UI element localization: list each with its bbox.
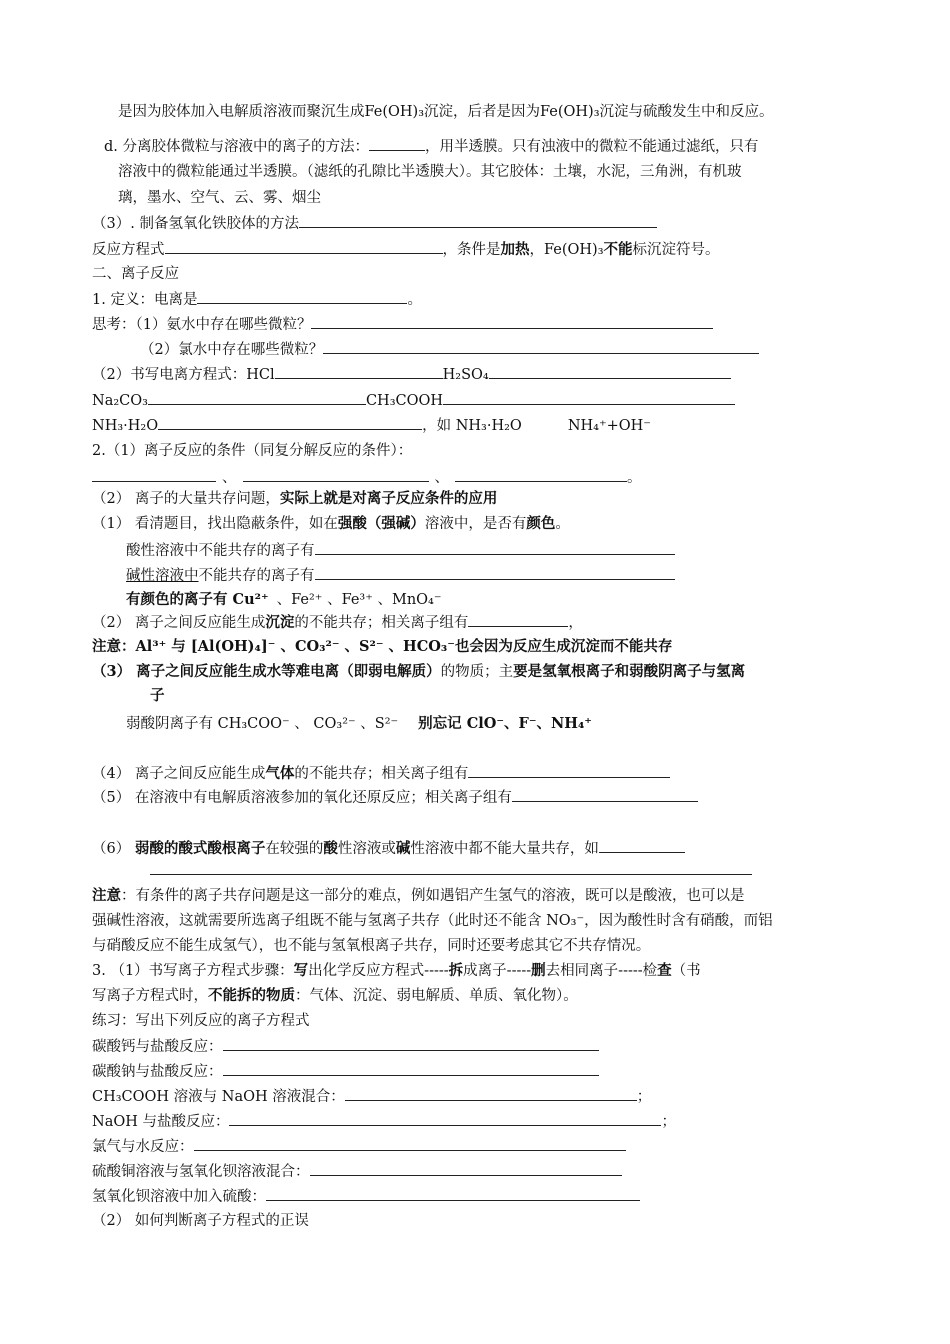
exercise-label: 氯气与水反应： (92, 1139, 194, 1155)
conditions-title: 2.（1）离子反应的条件（同复分解反应的条件）： (92, 443, 413, 459)
exercise-label: 氢氧化钡溶液中加入硫酸： (92, 1189, 266, 1205)
exercise-label: 碳酸钠与盐酸反应： (92, 1064, 223, 1080)
answer-blank[interactable] (148, 390, 366, 405)
paragraph-d-line2: 溶液中的微粒能通过半透膜。（滤纸的孔隙比半透膜大）。其它胶体：土壤，水泥，三角洲，有机玻 (118, 164, 742, 180)
p5-label: （5） 在溶液中有电解质溶液参加的氧化还原反应；相关离子组有 (92, 790, 512, 806)
p6-c: 在较强的 (265, 841, 324, 857)
color-ions-bold: 有颜色的离子有 Cu²⁺ (126, 591, 269, 608)
s3-f: 删 (531, 962, 546, 979)
answer-blank[interactable] (489, 364, 731, 379)
s3-l2-c: ：气体、沉淀、弱电解质、单质、氧化物）。 (295, 988, 578, 1004)
q3-line (92, 213, 657, 234)
p2-end: ， (568, 615, 583, 631)
answer-blank[interactable] (197, 289, 407, 304)
exercise-4 (92, 1111, 676, 1132)
think-line-1 (92, 314, 713, 335)
acid-line (126, 540, 675, 561)
ionize-label: （2）书写电离方程式：HCl (92, 367, 275, 383)
end-period: 。 (627, 470, 642, 486)
exercise-label: 碳酸钙与盐酸反应： (92, 1039, 223, 1055)
eq-cond-b: ，Fe(OH)₃ (529, 242, 604, 258)
coexist-title (92, 489, 497, 509)
s3-l2-a: 写离子方程式时， (92, 988, 208, 1004)
exercise-7 (92, 1186, 640, 1207)
p1-a: （1） 看清题目，找出隐蔽条件，如在 (92, 516, 338, 532)
answer-blank[interactable] (150, 860, 752, 875)
s3-e: 成离子----- (463, 963, 532, 979)
example-label: ，如 NH₃·H₂O (422, 418, 522, 434)
text-fe-reason: 是因为胶体加入电解质溶液而聚沉生成Fe(OH)₃沉淀，后者是因为Fe(OH)₃沉淀与硫酸发生中和反应。 (118, 104, 774, 120)
eq-cond-heat: 加热 (500, 241, 530, 258)
nh3h2o-label: NH₃·H₂O (92, 418, 159, 434)
think2-label: （2）氯水中存在哪些微粒？ (140, 342, 324, 358)
answer-blank[interactable] (229, 1111, 661, 1126)
answer-blank[interactable] (315, 565, 675, 580)
ionize-line-1 (92, 364, 731, 385)
p3-d: 要是氢氧根离子和弱酸阴离子与氢离 (513, 663, 746, 680)
p4-a: （4） 离子之间反应能生成 (92, 766, 266, 782)
note-conditional-l2: 强碱性溶液，这就需要所选离子组既不能与氢离子共存（此时还不能含 NO₃⁻，因为酸性时含有硝酸，而铝 (92, 913, 773, 929)
s3-i: （书 (671, 963, 701, 979)
definition-label: 1. 定义：电离是 (92, 292, 198, 308)
answer-blank[interactable] (92, 467, 216, 482)
paragraph-d-line1 (104, 136, 759, 157)
answer-blank[interactable] (323, 339, 759, 354)
exercise-2 (92, 1061, 599, 1082)
answer-blank[interactable] (443, 390, 735, 405)
p3-c: 的物质；主 (440, 664, 514, 680)
answer-blank[interactable] (599, 838, 685, 853)
equation-line (92, 239, 720, 260)
eq-cond-c: 标沉淀符号。 (632, 242, 720, 258)
exercise-5 (92, 1136, 626, 1157)
think1-label: 思考：（1）氨水中存在哪些微粒？ (92, 317, 312, 333)
exercise-3 (92, 1086, 651, 1107)
coexist-title-b: 实际上就是对离子反应条件的应用 (279, 490, 498, 507)
s3-d: 拆 (448, 962, 464, 979)
point-3 (92, 662, 745, 682)
answer-blank[interactable] (299, 213, 657, 228)
answer-blank[interactable] (369, 136, 425, 151)
s3-b: 写 (293, 962, 309, 979)
base-label-rest: 不能共存的离子有 (198, 568, 315, 584)
s3-l2-b: 不能拆的物质 (208, 987, 295, 1004)
judge-title: （2） 如何判断离子方程式的正误 (92, 1213, 309, 1229)
exercise-label: CH₃COOH 溶液与 NaOH 溶液混合： (92, 1089, 345, 1105)
weak-acid-anions (126, 714, 592, 734)
base-label-underlined: 碱性溶液中 (126, 568, 199, 584)
p6-d: 酸 (323, 840, 338, 857)
eq-cond-a: ，条件是 (442, 242, 501, 258)
acid-label: 酸性溶液中不能共存的离子有 (126, 543, 315, 559)
definition-line (92, 289, 422, 310)
h2so4-label: H₂SO₄ (442, 367, 489, 383)
answer-blank[interactable] (468, 763, 670, 778)
d-line1-a: d. 分离胶体微粒与溶液中的离子的方法： (104, 139, 369, 155)
weak-acid-list: 弱酸阴离子有 CH₃COO⁻ 、 CO₃²⁻ 、S²⁻ (126, 716, 399, 732)
eq-cond-not: 不能 (603, 241, 633, 258)
ch3cooh-label: CH₃COOH (365, 393, 444, 409)
paragraph-d-line3: 璃，墨水、空气、云、雾、烟尘 (118, 190, 321, 206)
point-5 (92, 787, 698, 808)
answer-blank[interactable] (310, 1161, 622, 1176)
p4-b: 气体 (265, 765, 295, 782)
coexist-title-a: （2） 离子的大量共存问题， (92, 491, 280, 507)
s3-g: 去相同离子-----检 (545, 963, 658, 979)
p1-e: 。 (555, 516, 570, 532)
eq-label: 反应方程式 (92, 242, 165, 258)
point-6 (92, 838, 685, 859)
steps-line-2 (92, 986, 578, 1006)
semicolon: ； (661, 1114, 676, 1130)
answer-blank[interactable] (266, 1186, 640, 1201)
p6-f: 碱 (395, 840, 411, 857)
separator: 、 (222, 470, 237, 486)
base-line (126, 565, 675, 586)
exercise-label: NaOH 与盐酸反应： (92, 1114, 230, 1130)
na2co3-label: Na₂CO₃ (92, 393, 148, 409)
think-line-2 (140, 339, 759, 360)
steps-line-1 (92, 961, 701, 981)
semicolon: ； (636, 1089, 652, 1105)
p6-b: 弱酸的酸式酸根离子 (134, 840, 266, 857)
note2-l1: ：有条件的离子共存问题是这一部分的难点，例如遇铝产生氢气的溶液，既可以是酸液，也可以是 (121, 888, 745, 904)
p4-c: 的不能共存；相关离子组有 (294, 766, 469, 782)
dont-forget: 别忘记 ClO⁻、F⁻、NH₄⁺ (418, 715, 592, 732)
answer-blank[interactable] (223, 1036, 599, 1051)
exercise-1 (92, 1036, 599, 1057)
point-1 (92, 514, 570, 534)
note2-bold: 注意 (92, 887, 121, 904)
exercise-6 (92, 1161, 622, 1182)
p6-e: 性溶液或 (337, 841, 396, 857)
answer-blank[interactable] (345, 1086, 637, 1101)
note-precipitate: 注意：Al³⁺ 与 [Al(OH)₄]⁻ 、CO₃²⁻ 、S²⁻ 、HCO₃⁻也会因为反应生成沉淀而不能共存 (92, 638, 673, 655)
p3-b: 水等难电离（即弱电解质） (266, 663, 441, 680)
q3-label: （3）. 制备氢氧化铁胶体的方法 (92, 216, 299, 232)
answer-blank[interactable] (223, 1061, 599, 1076)
section-heading-ion-reaction: 二、离子反应 (92, 266, 179, 282)
note-conditional-l1 (92, 886, 745, 906)
s3-h: 查 (657, 962, 672, 979)
answer-blank[interactable] (158, 415, 422, 430)
p2-b: 沉淀 (265, 614, 295, 631)
answer-blank[interactable] (455, 467, 627, 482)
answer-blank[interactable] (315, 540, 675, 555)
color-ions-rest: 、Fe²⁺ 、Fe³⁺ 、MnO₄⁻ (276, 592, 442, 608)
point-2 (92, 612, 583, 633)
answer-blank[interactable] (243, 467, 429, 482)
p1-d: 颜色 (526, 515, 556, 532)
exercise-label: 硫酸铜溶液与氢氧化钡溶液混合： (92, 1164, 310, 1180)
answer-blank[interactable] (512, 787, 698, 802)
answer-blank[interactable] (275, 364, 443, 379)
p2-c: 的不能共存；相关离子组有 (294, 615, 469, 631)
p1-c: 溶液中，是否有 (424, 516, 527, 532)
s3-c: 出化学反应方程式----- (308, 963, 449, 979)
answer-blank[interactable] (194, 1136, 626, 1151)
p2-a: （2） 离子之间反应能生成 (92, 615, 266, 631)
point-6-blank-line (150, 860, 752, 881)
practice-title: 练习：写出下列反应的离子方程式 (92, 1013, 310, 1029)
nh4-oh-products: NH₄⁺+OH⁻ (567, 418, 651, 434)
p6-a: （6） (92, 841, 135, 857)
point-4 (92, 763, 670, 784)
note-conditional-l3: 与硝酸反应不能生成氢气），也不能与氢氧根离子共存，同时还要考虑其它不共存情况。 (92, 938, 651, 954)
answer-blank[interactable] (468, 612, 568, 627)
definition-end: 。 (407, 292, 422, 308)
point-3-cont: 子 (150, 687, 165, 704)
p3-a: （3） 离子之间反应能生成 (92, 663, 267, 680)
conditions-blanks (92, 467, 642, 488)
p6-g: 性溶液中都不能大量共存，如 (410, 841, 599, 857)
p1-b: 强酸（强碱） (337, 515, 425, 532)
color-ions-line (126, 590, 442, 610)
ionize-line-2 (92, 390, 735, 411)
s3-a: 3. （1）书写离子方程式步骤： (92, 963, 294, 979)
d-line1-b: ，用半透膜。只有浊液中的微粒不能通过滤纸，只有 (425, 139, 759, 155)
answer-blank[interactable] (311, 314, 713, 329)
ionize-line-3 (92, 415, 651, 436)
separator: 、 (434, 470, 449, 486)
answer-blank[interactable] (165, 239, 443, 254)
